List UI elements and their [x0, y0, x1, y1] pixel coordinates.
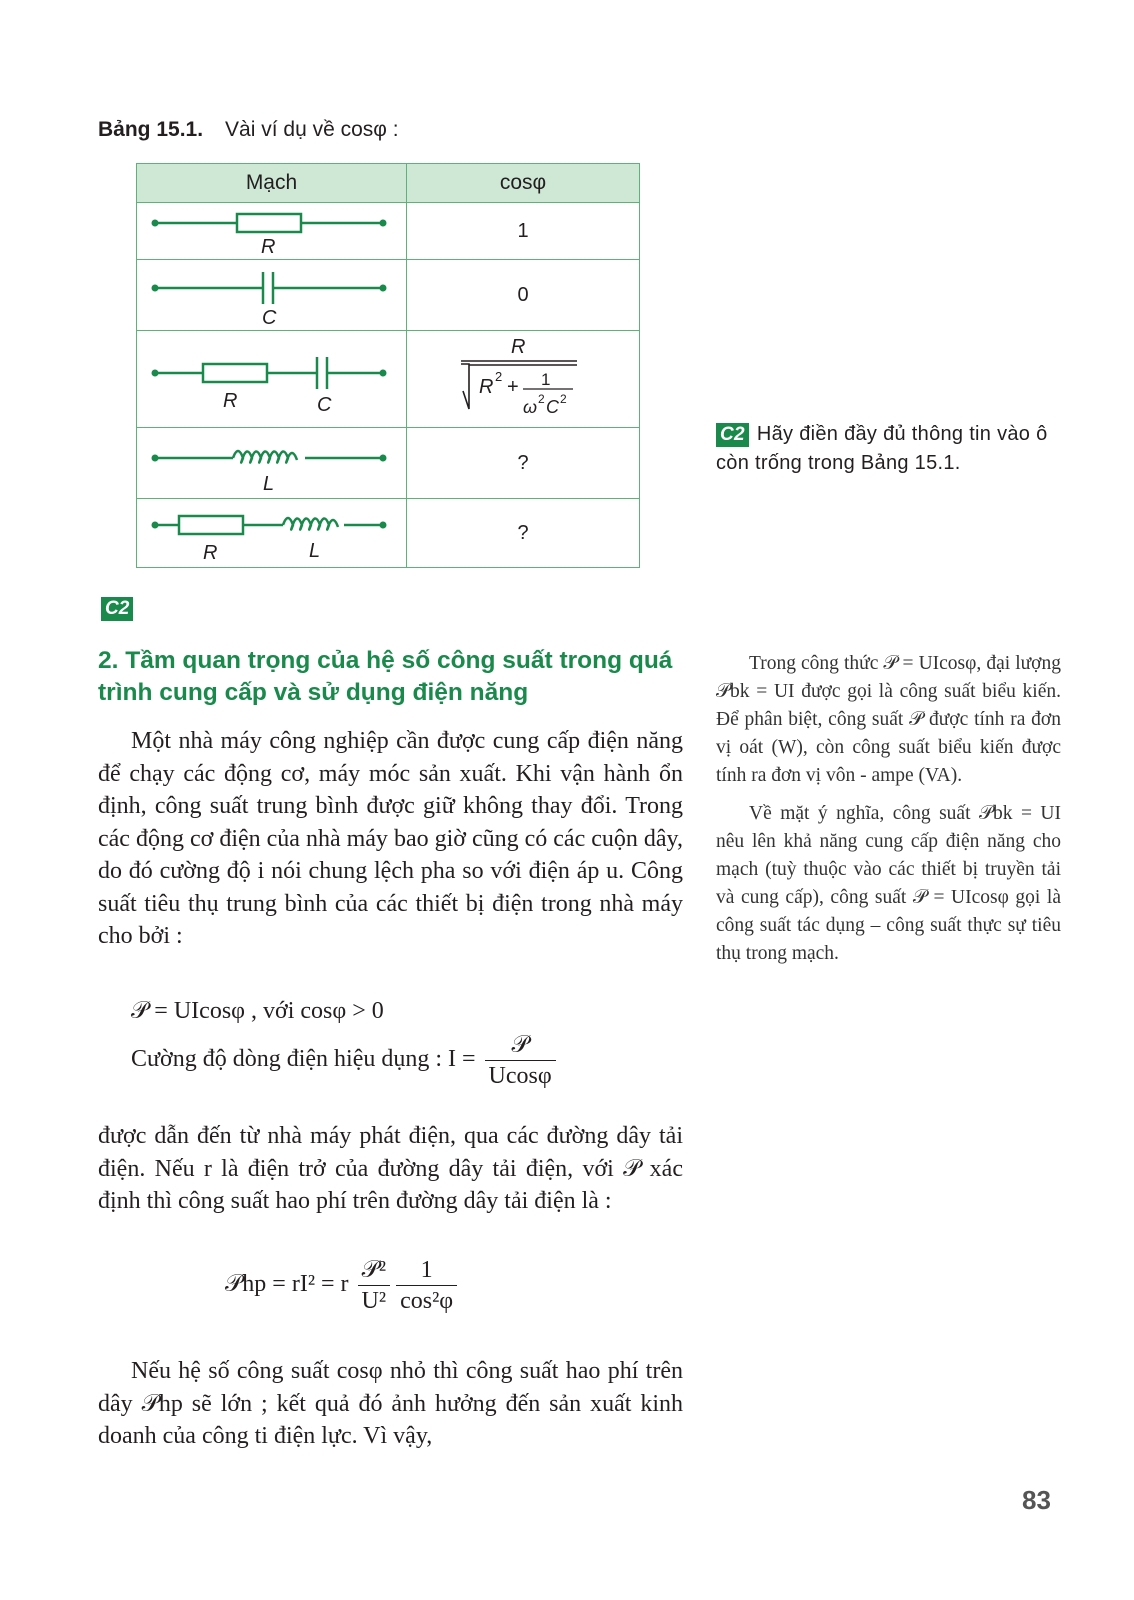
formula-loss — [225, 1255, 460, 1316]
formula-current-label: Cường độ dòng điện hiệu dụng : I = — [131, 1046, 476, 1073]
formula-loss-fraction-2: $\frac{1}{\text{cos²φ}}$ — [396, 1255, 457, 1316]
note-paragraph-2: Về mặt ý nghĩa, công suất 𝒫bk = UI nêu lên khả năng cung cấp điện năng cho mạch (tuỳ thuộc vào các thiết bị truyền tải và cung cấp), công suất 𝒫 = UIcosφ gọi là công suất tác dụng – công suất thực sự tiêu thụ trong mạch. — [716, 803, 1061, 964]
formula-den-r: R — [479, 376, 494, 398]
circuit-cell — [137, 428, 407, 499]
svg-text:ω: ω — [523, 397, 538, 417]
svg-text:2: 2 — [560, 392, 567, 406]
table-row — [137, 499, 640, 568]
svg-text:C: C — [546, 397, 559, 417]
label-C: C — [317, 394, 332, 416]
formula-current — [131, 1030, 559, 1091]
sidebar-note — [716, 650, 1061, 968]
svg-text:2: 2 — [538, 392, 545, 406]
cosphi-formula-cell — [407, 331, 640, 428]
circuit-cell — [137, 260, 407, 331]
paragraph-2: được dẫn đến từ nhà máy phát điện, qua các đường dây tải điện. Nếu r là điện trở của đường dây tải điện, với 𝒫 xác định thì công suất hao phí trên đường dây tải điện là : — [98, 1123, 683, 1214]
table-caption-label: Bảng 15.1. — [98, 118, 204, 141]
paragraph-1: Một nhà máy công nghiệp cần được cung cấp điện năng để chạy các động cơ, máy móc sản xuất. Khi vận hành ổn định, công suất trung bình được giữ không thay đổi. Trong các động cơ điện của nhà máy bao giờ cũng có các cuộn dây, do đó cường độ i nói chung lệch pha so với điện áp u. Công suất tiêu thụ trung bình của các thiết bị điện trong nhà máy cho bởi : — [98, 728, 683, 949]
c2-question-text: Hãy điền đầy đủ thông tin vào ô còn trống trong Bảng 15.1. — [716, 423, 1048, 474]
c2-tag: C2 — [716, 423, 749, 447]
label-C: C — [262, 307, 277, 329]
rc-circuit-diagram — [137, 331, 406, 427]
formula-numerator: R — [511, 336, 526, 358]
table-row — [137, 428, 640, 499]
svg-text:+: + — [507, 376, 519, 398]
table-row — [137, 331, 640, 428]
svg-text:2: 2 — [495, 369, 503, 384]
circuit-cell — [137, 203, 407, 260]
label-R: R — [223, 390, 238, 412]
cosphi-value-blank: ? — [407, 428, 640, 499]
cosphi-value: 1 — [407, 203, 640, 260]
label-L: L — [263, 473, 275, 495]
table-row — [137, 260, 640, 331]
table-row — [137, 203, 640, 260]
inductor-circuit-diagram — [137, 428, 406, 498]
rl-circuit-diagram — [137, 499, 406, 567]
c2-question — [716, 420, 1061, 478]
c2-answer-marker: C2 — [101, 597, 133, 621]
formula-loss-fraction-1: $\frac{\text{𝒫²}}{\text{U²}}$ — [358, 1255, 391, 1316]
cosphi-value: 0 — [407, 260, 640, 331]
label-L: L — [309, 540, 321, 562]
column-header-cosphi: cosφ — [407, 164, 640, 203]
formula-loss-lhs: 𝒫hp = rI² = r — [225, 1271, 349, 1298]
resistor-circuit-diagram — [137, 203, 406, 259]
label-R: R — [261, 236, 276, 258]
page-number: 83 — [1022, 1485, 1051, 1515]
svg-text:1: 1 — [541, 370, 551, 389]
cosphi-value-blank: ? — [407, 499, 640, 568]
circuit-cell — [137, 331, 407, 428]
note-paragraph-1: Trong công thức 𝒫 = UIcosφ, đại lượng 𝒫bk = UI được gọi là công suất biểu kiến. Để phân biệt, công suất 𝒫 được tính ra đơn vị oát (W), còn công suất biểu kiến được tính ra đơn vị vôn - ampe (VA). — [716, 653, 1061, 786]
capacitor-circuit-diagram — [137, 260, 406, 330]
formula-current-fraction: $\frac{\text{𝒫}}{Ucos\varphi}$ — [485, 1030, 556, 1091]
table-caption — [98, 118, 399, 142]
section-heading: 2. Tầm quan trọng của hệ số công suất trong quá trình cung cấp và sử dụng điện năng — [98, 647, 673, 706]
table-caption-text: Vài ví dụ về cosφ : — [225, 118, 399, 141]
circuit-cell — [137, 499, 407, 568]
label-R: R — [203, 542, 218, 564]
cosphi-rc-formula — [407, 331, 639, 427]
formula-power: 𝒫 = UIcosφ , với cosφ > 0 — [131, 998, 384, 1024]
circuit-table — [136, 163, 639, 567]
paragraph-3: Nếu hệ số công suất cosφ nhỏ thì công suất hao phí trên dây 𝒫hp sẽ lớn ; kết quả đó ảnh hưởng đến sản xuất kinh doanh của công ti điện lực. Vì vậy, — [98, 1358, 683, 1449]
column-header-circuit: Mạch — [137, 164, 407, 203]
